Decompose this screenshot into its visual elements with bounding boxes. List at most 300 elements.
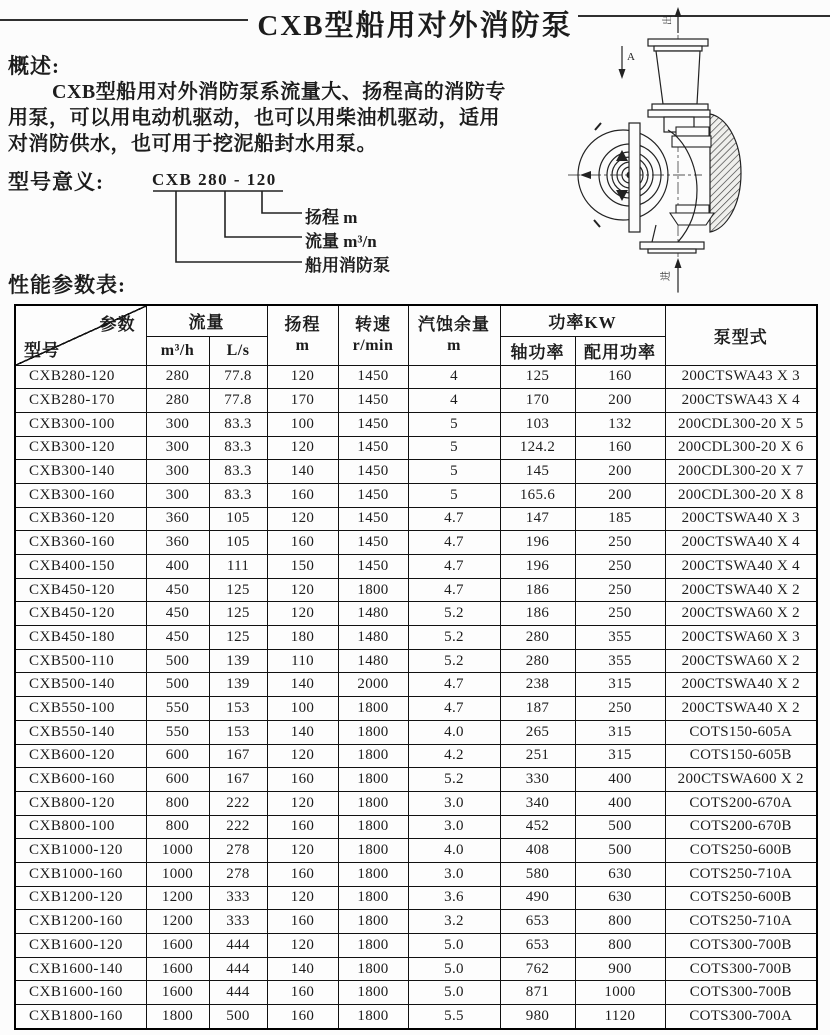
overview-line: 用泵，可以用电动机驱动，也可以用柴油机驱动，适用: [8, 107, 500, 129]
table-row: [15, 697, 817, 721]
discharge-nozzle: [648, 39, 710, 132]
cell-shaft-power: 170: [500, 389, 575, 413]
cell-flow-m3h: 550: [146, 697, 209, 721]
cell-flow-ls: 167: [209, 768, 267, 792]
cell-head: 120: [267, 365, 338, 389]
cell-model: CXB450-120: [15, 578, 146, 602]
cell-shaft-power: 280: [500, 626, 575, 650]
cell-pump-type: 200CDL300-20 X 7: [665, 460, 817, 484]
cell-shaft-power: 330: [500, 768, 575, 792]
cell-head: 140: [267, 720, 338, 744]
cell-rated-power: 200: [575, 460, 665, 484]
cell-pump-type: 200CTSWA60 X 2: [665, 602, 817, 626]
cell-flow-m3h: 300: [146, 412, 209, 436]
cell-npsh: 3.0: [408, 791, 500, 815]
cell-head: 100: [267, 412, 338, 436]
cell-flow-ls: 278: [209, 839, 267, 863]
table-row: [15, 436, 817, 460]
cell-model: CXB280-170: [15, 389, 146, 413]
cell-flow-ls: 83.3: [209, 436, 267, 460]
cell-npsh: 5.2: [408, 602, 500, 626]
cell-rated-power: 355: [575, 626, 665, 650]
cell-rated-power: 500: [575, 815, 665, 839]
cell-shaft-power: 196: [500, 555, 575, 579]
cell-npsh: 5: [408, 436, 500, 460]
cell-model: CXB550-140: [15, 720, 146, 744]
cell-npsh: 4: [408, 365, 500, 389]
cell-speed: 1800: [338, 697, 408, 721]
cell-pump-type: COTS150-605A: [665, 720, 817, 744]
cell-flow-ls: 77.8: [209, 365, 267, 389]
cell-rated-power: 630: [575, 886, 665, 910]
cell-head: 110: [267, 649, 338, 673]
table-row: [15, 910, 817, 934]
cell-flow-ls: 333: [209, 910, 267, 934]
cell-rated-power: 800: [575, 910, 665, 934]
cell-flow-ls: 111: [209, 555, 267, 579]
cell-speed: 1450: [338, 507, 408, 531]
cell-flow-ls: 333: [209, 886, 267, 910]
cell-shaft-power: 165.6: [500, 483, 575, 507]
cell-shaft-power: 124.2: [500, 436, 575, 460]
cell-pump-type: 200CTSWA43 X 3: [665, 365, 817, 389]
cell-head: 120: [267, 578, 338, 602]
cell-flow-ls: 139: [209, 673, 267, 697]
cell-shaft-power: 147: [500, 507, 575, 531]
cell-flow-ls: 444: [209, 934, 267, 958]
cell-npsh: 4.7: [408, 578, 500, 602]
header-head: 扬程 m: [267, 305, 338, 365]
table-row: [15, 507, 817, 531]
cell-flow-m3h: 600: [146, 768, 209, 792]
cell-pump-type: 200CDL300-20 X 6: [665, 436, 817, 460]
table-row: [15, 365, 817, 389]
cell-head: 160: [267, 1005, 338, 1029]
cell-model: CXB1600-120: [15, 934, 146, 958]
cell-model: CXB1600-160: [15, 981, 146, 1005]
cell-npsh: 5.0: [408, 934, 500, 958]
cell-flow-m3h: 450: [146, 602, 209, 626]
cell-shaft-power: 187: [500, 697, 575, 721]
cell-npsh: 4.0: [408, 839, 500, 863]
section-arrow-a: [619, 46, 636, 79]
cell-npsh: 3.2: [408, 910, 500, 934]
table-row: [15, 483, 817, 507]
cell-head: 120: [267, 602, 338, 626]
cell-flow-ls: 83.3: [209, 460, 267, 484]
cell-rated-power: 250: [575, 697, 665, 721]
cell-model: CXB1600-140: [15, 957, 146, 981]
cell-head: 170: [267, 389, 338, 413]
outlet-arrow: [661, 7, 682, 33]
cell-rated-power: 900: [575, 957, 665, 981]
cell-shaft-power: 103: [500, 412, 575, 436]
header-rated-power: 配用功率: [575, 336, 665, 365]
cell-speed: 1450: [338, 365, 408, 389]
cell-model: CXB600-120: [15, 744, 146, 768]
cell-shaft-power: 196: [500, 531, 575, 555]
cell-model: CXB300-140: [15, 460, 146, 484]
cell-shaft-power: 980: [500, 1005, 575, 1029]
table-row: [15, 981, 817, 1005]
cell-shaft-power: 265: [500, 720, 575, 744]
cell-npsh: 5.0: [408, 957, 500, 981]
cell-head: 160: [267, 862, 338, 886]
cell-flow-m3h: 280: [146, 389, 209, 413]
table-body: [15, 365, 817, 1029]
cell-pump-type: 200CTSWA40 X 3: [665, 507, 817, 531]
cell-npsh: 5.2: [408, 626, 500, 650]
cell-model: CXB360-120: [15, 507, 146, 531]
header-shaft-power: 轴功率: [500, 336, 575, 365]
cell-speed: 1800: [338, 578, 408, 602]
model-label-flow: 流量 m³/n: [305, 232, 377, 251]
cell-flow-m3h: 1600: [146, 934, 209, 958]
cell-head: 100: [267, 697, 338, 721]
performance-table-heading: 性能参数表:: [8, 273, 126, 297]
model-meaning-heading: 型号意义:: [8, 170, 104, 194]
cell-model: CXB600-160: [15, 768, 146, 792]
cell-flow-ls: 444: [209, 981, 267, 1005]
cell-rated-power: 200: [575, 389, 665, 413]
overview-line: 对消防供水，也可用于挖泥船封水用泵。: [8, 133, 377, 155]
cell-head: 120: [267, 886, 338, 910]
cell-pump-type: 200CTSWA40 X 2: [665, 578, 817, 602]
cell-pump-type: 200CTSWA40 X 2: [665, 697, 817, 721]
suction-flange: [640, 242, 704, 253]
overview-line: CXB型船用对外消防泵系流量大、扬程高的消防专: [52, 81, 506, 103]
cell-flow-m3h: 300: [146, 460, 209, 484]
cell-head: 120: [267, 791, 338, 815]
header-npsh: 汽蚀余量 m: [408, 305, 500, 365]
cell-shaft-power: 490: [500, 886, 575, 910]
cell-rated-power: 132: [575, 412, 665, 436]
cell-shaft-power: 762: [500, 957, 575, 981]
cell-speed: 1450: [338, 531, 408, 555]
cell-flow-m3h: 1800: [146, 1005, 209, 1029]
table-row: [15, 602, 817, 626]
cell-pump-type: 200CTSWA43 X 4: [665, 389, 817, 413]
cell-rated-power: 315: [575, 720, 665, 744]
cell-flow-m3h: 1000: [146, 839, 209, 863]
cell-flow-m3h: 360: [146, 531, 209, 555]
cell-head: 140: [267, 460, 338, 484]
header-speed: 转速 r/min: [338, 305, 408, 365]
cell-npsh: 4.7: [408, 531, 500, 555]
table-row: [15, 862, 817, 886]
cell-speed: 1480: [338, 649, 408, 673]
table-row: [15, 626, 817, 650]
table-row: [15, 886, 817, 910]
cell-head: 160: [267, 981, 338, 1005]
cell-flow-ls: 125: [209, 578, 267, 602]
table-row: [15, 839, 817, 863]
cell-flow-m3h: 500: [146, 649, 209, 673]
table-row: [15, 578, 817, 602]
cell-rated-power: 160: [575, 436, 665, 460]
cell-model: CXB1000-160: [15, 862, 146, 886]
cell-pump-type: COTS200-670B: [665, 815, 817, 839]
cell-pump-type: COTS250-710A: [665, 910, 817, 934]
cell-flow-ls: 105: [209, 507, 267, 531]
performance-table: [14, 304, 818, 1030]
cell-head: 160: [267, 910, 338, 934]
cell-speed: 1800: [338, 815, 408, 839]
cell-model: CXB1800-160: [15, 1005, 146, 1029]
cell-shaft-power: 186: [500, 602, 575, 626]
cell-head: 160: [267, 768, 338, 792]
cell-model: CXB1000-120: [15, 839, 146, 863]
cell-flow-ls: 83.3: [209, 483, 267, 507]
table-row: [15, 744, 817, 768]
cell-head: 120: [267, 744, 338, 768]
cell-flow-ls: 139: [209, 649, 267, 673]
cell-rated-power: 1120: [575, 1005, 665, 1029]
cell-flow-ls: 500: [209, 1005, 267, 1029]
cell-flow-ls: 444: [209, 957, 267, 981]
cell-model: CXB300-100: [15, 412, 146, 436]
cell-head: 160: [267, 483, 338, 507]
cell-npsh: 4.2: [408, 744, 500, 768]
corner-header-cell: [15, 305, 146, 365]
inlet-label: 进: [661, 271, 672, 281]
pump-diagram: [560, 0, 830, 300]
cell-head: 160: [267, 815, 338, 839]
cell-pump-type: COTS250-600B: [665, 839, 817, 863]
cell-speed: 1800: [338, 744, 408, 768]
cell-flow-m3h: 360: [146, 507, 209, 531]
cell-rated-power: 630: [575, 862, 665, 886]
cell-speed: 1800: [338, 862, 408, 886]
cell-pump-type: 200CTSWA40 X 2: [665, 673, 817, 697]
cell-flow-m3h: 800: [146, 791, 209, 815]
cell-rated-power: 250: [575, 602, 665, 626]
cell-model: CXB450-120: [15, 602, 146, 626]
cell-flow-m3h: 1600: [146, 981, 209, 1005]
cell-shaft-power: 452: [500, 815, 575, 839]
cell-npsh: 4.7: [408, 507, 500, 531]
cell-rated-power: 500: [575, 839, 665, 863]
cell-flow-ls: 222: [209, 815, 267, 839]
cell-pump-type: 200CTSWA60 X 3: [665, 626, 817, 650]
cell-head: 140: [267, 957, 338, 981]
cell-flow-ls: 83.3: [209, 412, 267, 436]
cell-pump-type: 200CDL300-20 X 5: [665, 412, 817, 436]
cell-model: CXB500-140: [15, 673, 146, 697]
cell-npsh: 5.2: [408, 649, 500, 673]
cell-speed: 1450: [338, 555, 408, 579]
cell-rated-power: 315: [575, 744, 665, 768]
cell-head: 120: [267, 507, 338, 531]
cell-rated-power: 355: [575, 649, 665, 673]
cell-npsh: 5.2: [408, 768, 500, 792]
cell-flow-m3h: 280: [146, 365, 209, 389]
cell-flow-m3h: 800: [146, 815, 209, 839]
table-row: [15, 815, 817, 839]
cell-model: CXB550-100: [15, 697, 146, 721]
table-row: [15, 531, 817, 555]
table-row: [15, 791, 817, 815]
hatched-casing-section: [710, 114, 741, 232]
cell-flow-ls: 153: [209, 720, 267, 744]
header-pump-type: 泵型式: [665, 305, 817, 365]
cell-speed: 1800: [338, 910, 408, 934]
cell-rated-power: 200: [575, 483, 665, 507]
cell-rated-power: 250: [575, 531, 665, 555]
cell-flow-ls: 125: [209, 602, 267, 626]
cell-flow-m3h: 1200: [146, 886, 209, 910]
cell-speed: 1480: [338, 626, 408, 650]
table-row: [15, 412, 817, 436]
cell-shaft-power: 580: [500, 862, 575, 886]
table-row: [15, 768, 817, 792]
cell-speed: 1450: [338, 389, 408, 413]
table-row: [15, 1005, 817, 1029]
cell-npsh: 4.7: [408, 673, 500, 697]
cell-pump-type: COTS300-700B: [665, 981, 817, 1005]
cell-shaft-power: 408: [500, 839, 575, 863]
cell-rated-power: 185: [575, 507, 665, 531]
cell-shaft-power: 238: [500, 673, 575, 697]
outlet-label: 出: [663, 15, 674, 25]
header-power: 功率KW: [500, 305, 665, 336]
table-row: [15, 649, 817, 673]
cell-speed: 2000: [338, 673, 408, 697]
cell-shaft-power: 340: [500, 791, 575, 815]
table-row: [15, 673, 817, 697]
cell-speed: 1450: [338, 460, 408, 484]
cell-rated-power: 1000: [575, 981, 665, 1005]
cell-shaft-power: 125: [500, 365, 575, 389]
cell-rated-power: 250: [575, 555, 665, 579]
overview-heading: 概述:: [8, 54, 60, 78]
cell-shaft-power: 251: [500, 744, 575, 768]
cell-shaft-power: 186: [500, 578, 575, 602]
model-label-head: 扬程 m: [305, 208, 358, 227]
cell-rated-power: 160: [575, 365, 665, 389]
cell-speed: 1800: [338, 839, 408, 863]
cell-pump-type: COTS150-605B: [665, 744, 817, 768]
cell-model: CXB800-120: [15, 791, 146, 815]
cell-head: 180: [267, 626, 338, 650]
overview-paragraph: [8, 79, 568, 157]
cell-speed: 1800: [338, 1005, 408, 1029]
cell-speed: 1800: [338, 957, 408, 981]
cell-flow-m3h: 450: [146, 578, 209, 602]
table-row: [15, 460, 817, 484]
cell-flow-m3h: 450: [146, 626, 209, 650]
cell-model: CXB1200-160: [15, 910, 146, 934]
cell-pump-type: 200CTSWA40 X 4: [665, 531, 817, 555]
cell-pump-type: COTS300-700B: [665, 957, 817, 981]
cell-speed: 1480: [338, 602, 408, 626]
cell-npsh: 4.7: [408, 555, 500, 579]
cell-head: 150: [267, 555, 338, 579]
cell-npsh: 5.0: [408, 981, 500, 1005]
cell-flow-m3h: 1200: [146, 910, 209, 934]
cell-speed: 1450: [338, 436, 408, 460]
cell-npsh: 5.5: [408, 1005, 500, 1029]
cell-npsh: 5: [408, 483, 500, 507]
cell-speed: 1800: [338, 934, 408, 958]
cell-head: 120: [267, 839, 338, 863]
cell-head: 160: [267, 531, 338, 555]
cell-npsh: 3.6: [408, 886, 500, 910]
cell-flow-m3h: 1600: [146, 957, 209, 981]
cell-flow-m3h: 1000: [146, 862, 209, 886]
cell-flow-ls: 125: [209, 626, 267, 650]
cell-speed: 1800: [338, 720, 408, 744]
cell-npsh: 3.0: [408, 815, 500, 839]
cell-npsh: 4.7: [408, 697, 500, 721]
cell-pump-type: 200CTSWA60 X 2: [665, 649, 817, 673]
cell-npsh: 5: [408, 460, 500, 484]
table-row: [15, 555, 817, 579]
cell-shaft-power: 871: [500, 981, 575, 1005]
model-label-pump-type: 船用消防泵: [305, 256, 390, 275]
cell-speed: 1800: [338, 886, 408, 910]
cell-model: CXB280-120: [15, 365, 146, 389]
corner-model-label: 型号: [24, 340, 60, 360]
model-code: CXB 280 - 120: [152, 170, 277, 189]
cell-shaft-power: 280: [500, 649, 575, 673]
corner-param-label: 参数: [99, 315, 136, 334]
cell-model: CXB450-180: [15, 626, 146, 650]
cell-rated-power: 315: [575, 673, 665, 697]
cell-speed: 1800: [338, 768, 408, 792]
cell-head: 120: [267, 436, 338, 460]
cell-rated-power: 400: [575, 791, 665, 815]
cell-rated-power: 400: [575, 768, 665, 792]
cell-flow-m3h: 400: [146, 555, 209, 579]
cell-flow-m3h: 550: [146, 720, 209, 744]
table-row: [15, 934, 817, 958]
cell-shaft-power: 653: [500, 934, 575, 958]
cell-model: CXB300-160: [15, 483, 146, 507]
cell-pump-type: 200CTSWA600 X 2: [665, 768, 817, 792]
cell-pump-type: COTS300-700B: [665, 934, 817, 958]
cell-shaft-power: 145: [500, 460, 575, 484]
cell-pump-type: 200CTSWA40 X 4: [665, 555, 817, 579]
cell-rated-power: 250: [575, 578, 665, 602]
cell-npsh: 4.0: [408, 720, 500, 744]
cell-flow-ls: 77.8: [209, 389, 267, 413]
cell-flow-ls: 167: [209, 744, 267, 768]
cell-flow-ls: 105: [209, 531, 267, 555]
inlet-arrow: [659, 258, 682, 292]
cell-model: CXB400-150: [15, 555, 146, 579]
cell-pump-type: COTS250-710A: [665, 862, 817, 886]
cell-pump-type: COTS200-670A: [665, 791, 817, 815]
cell-npsh: 4: [408, 389, 500, 413]
cell-pump-type: COTS250-600B: [665, 886, 817, 910]
cell-rated-power: 800: [575, 934, 665, 958]
cell-flow-m3h: 300: [146, 483, 209, 507]
cell-model: CXB500-110: [15, 649, 146, 673]
header-flow-m3h: m³/h: [146, 336, 209, 365]
section-label: A: [627, 51, 635, 63]
table-row: [15, 389, 817, 413]
table-row: [15, 720, 817, 744]
cell-pump-type: COTS300-700A: [665, 1005, 817, 1029]
cell-model: CXB360-160: [15, 531, 146, 555]
cell-flow-m3h: 500: [146, 673, 209, 697]
cell-flow-m3h: 300: [146, 436, 209, 460]
cell-speed: 1800: [338, 981, 408, 1005]
header-flow: 流量: [146, 305, 267, 336]
cell-flow-m3h: 600: [146, 744, 209, 768]
cell-flow-ls: 278: [209, 862, 267, 886]
